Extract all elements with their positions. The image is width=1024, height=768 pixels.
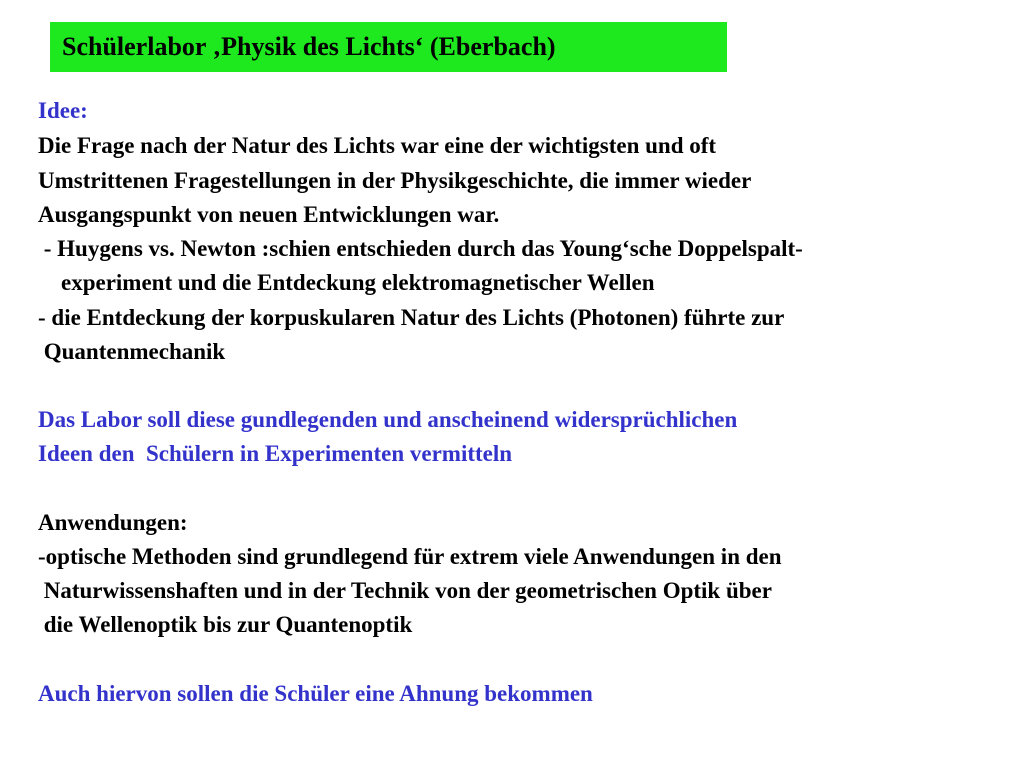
idee-line-7: Quantenmechanik — [38, 339, 226, 364]
anwendungen-heading: Anwendungen: — [38, 510, 188, 535]
idee-line-4: - Huygens vs. Newton :schien entschieden durch das Young‘sche Doppelspalt- — [38, 236, 803, 261]
closing-line: Auch hiervon sollen die Schüler eine Ahnung bekommen — [38, 681, 593, 706]
idee-line-2: Umstrittenen Fragestellungen in der Physikgeschichte, die immer wieder — [38, 168, 752, 193]
slide-title-box — [50, 22, 727, 72]
anwendungen-line-2: Naturwissenshaften und in der Technik von der geometrischen Optik über — [38, 578, 772, 603]
idee-line-3: Ausgangspunkt von neuen Entwicklungen war. — [38, 202, 500, 227]
idee-line-5: experiment und die Entdeckung elektromagnetischer Wellen — [38, 270, 655, 295]
idee-heading: Idee: — [38, 98, 88, 123]
anwendungen-line-1: -optische Methoden sind grundlegend für extrem viele Anwendungen in den — [38, 544, 782, 569]
labor-line-2: Ideen den Schülern in Experimenten vermitteln — [38, 441, 513, 466]
idee-line-1: Die Frage nach der Natur des Lichts war eine der wichtigsten und oft — [38, 133, 717, 158]
slide-title: Schülerlabor ‚Physik des Lichts‘ (Eberbach) — [62, 32, 556, 61]
anwendungen-line-3: die Wellenoptik bis zur Quantenoptik — [38, 612, 413, 637]
labor-line-1: Das Labor soll diese gundlegenden und anscheinend widersprüchlichen — [38, 407, 738, 432]
idee-line-6: - die Entdeckung der korpuskularen Natur des Lichts (Photonen) führte zur — [38, 305, 785, 330]
